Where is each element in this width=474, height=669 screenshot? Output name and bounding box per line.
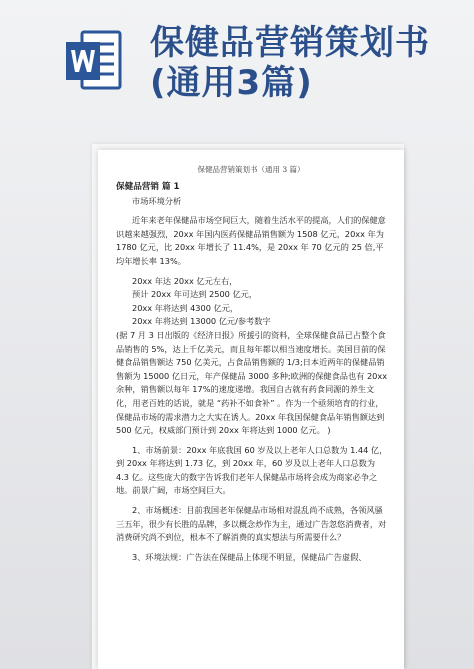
paragraph: 20xx 年将达到 13000 亿元/参考数字 xyxy=(132,316,271,327)
cover-header xyxy=(0,0,474,110)
document-body xyxy=(116,181,388,564)
paragraph: 2、市场概述：目前我国老年保健品市场相对混乱尚不成熟，各领风骚三五年，很少有长胜的品牌，多以概念炒作为主，通过广告忽悠消费者，对消费研究尚不到位，根本不了解消费的真实想法与所需要什么？ xyxy=(116,505,387,543)
running-head: 保健品营销策划书（通用 3 篇） xyxy=(197,165,305,174)
paragraph: 3、环境法规：广告法在保健品上体现不明显，保健品广告虚假、 xyxy=(132,551,367,562)
word-icon xyxy=(64,28,122,92)
document-title: 保健品营销策划书 xyxy=(150,23,430,63)
paragraph: 近年来老年保健品市场空间巨大，随着生活水平的提高，人们的保健意识越来越强烈，20xx 年国内医药保健品销售额为 1508 亿元，20xx 年为 1780 亿元，比 20xx 年增长了 11.4%，是 20xx 年 70 亿元的 25 倍,平均年增长率 13%。 xyxy=(116,215,386,266)
document-page xyxy=(98,150,404,669)
paragraph: 20xx 年将达到 4300 亿元， xyxy=(132,302,239,313)
paragraph: 20xx 年达 20xx 亿元左右， xyxy=(132,275,238,286)
subheading: 市场环境分析 xyxy=(132,195,182,206)
paragraph: (据 7 月 3 日出版的《经济日报》所援引的资料，全球保健食品已占整个食品销售的 5%，达上千亿美元，而且每年都以相当速度增长。美国目前的保健食品销售额达 750 亿美元，占食品销售额的 1/3;日本近两年的保健品销售额为 15000 亿日元，年产保健品 3000 多种;欧洲的保健食品也有 20xx 余种，销售额以每年 17%的速度递增。我国自古就有药食同源的养生文化，用老百姓的话说，就是 “药补不如食补” 。作为一个亟须培育的行业，保健品市场的需求潜力之大实在诱人。20xx 年我国保健食品年销售额达到 500 亿元，权威部门预计到 20xx 年将达到 1000 亿元。 ) xyxy=(116,329,388,436)
section-heading: 保健品营销 篇 1 xyxy=(116,182,180,192)
paragraph: 1、市场前景：20xx 年底我国 60 岁及以上老年人口总数为 1.44 亿，到 20xx 年将达到 1.73 亿，到 20xx 年，60 岁及以上老年人口总数为 4.3 亿。这些庞大的数字告诉我们老年人保健品市场将会成为商家必争之地。前景广阔，市场空间巨大。 xyxy=(116,444,388,496)
document-subtitle: (通用3篇) xyxy=(150,63,313,103)
paragraph: 预计 20xx 年可达到 2500 亿元， xyxy=(132,289,258,300)
